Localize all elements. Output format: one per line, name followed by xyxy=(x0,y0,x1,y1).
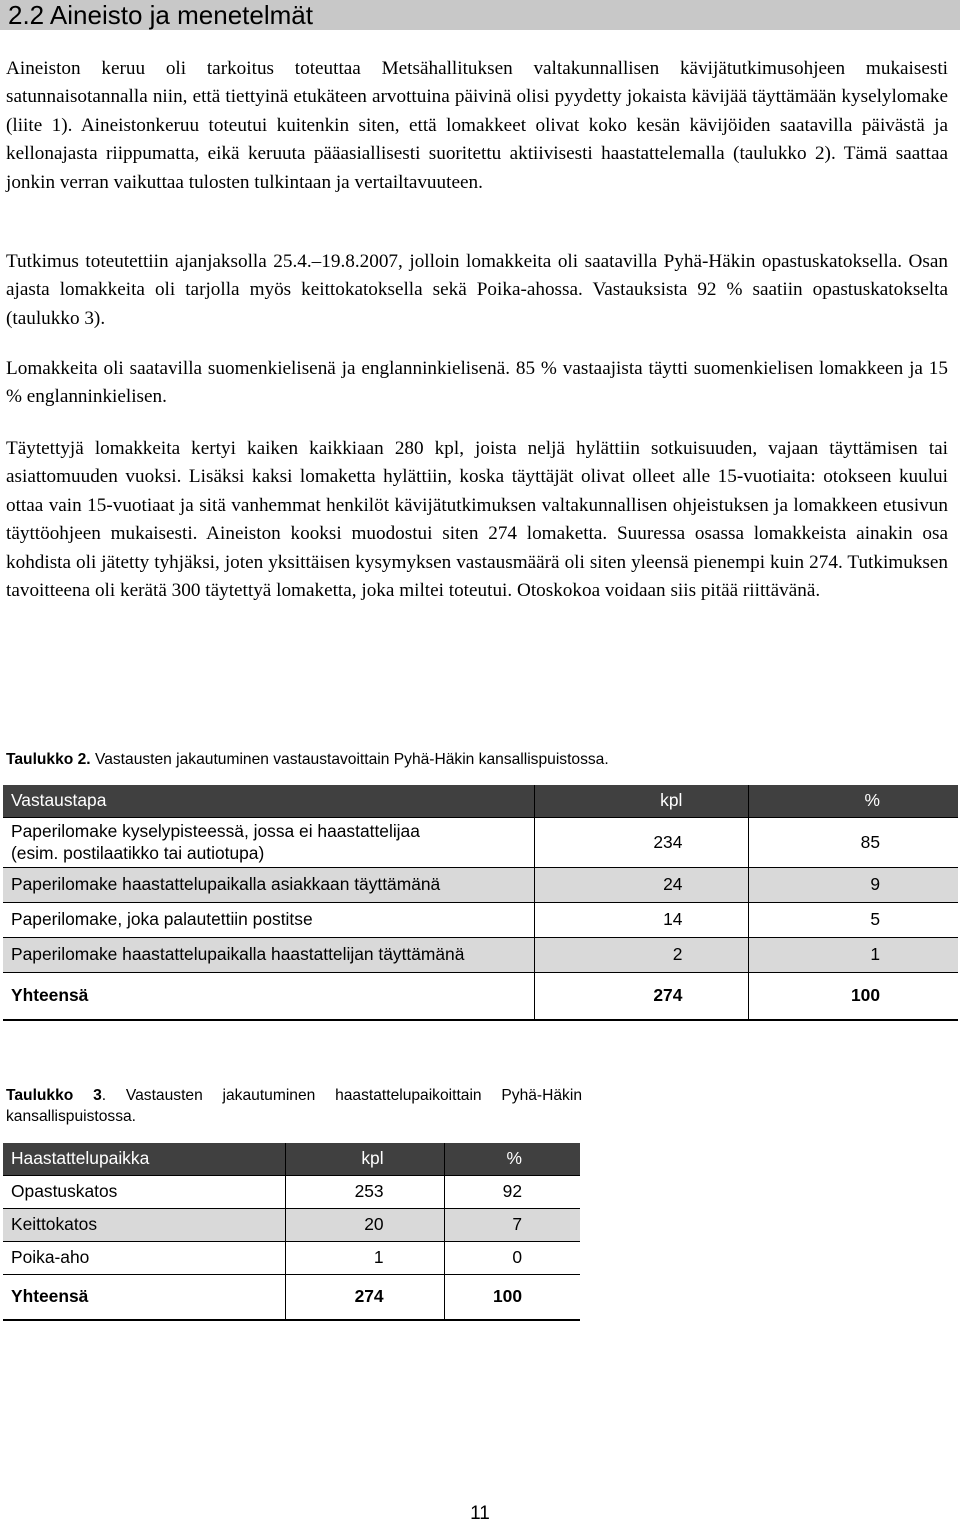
response-method-table xyxy=(3,785,958,1021)
row-percent: 1 xyxy=(749,937,958,972)
row-label: Paperilomake haastattelupaikalla haastattelijan täyttämänä xyxy=(3,937,534,972)
total-count: 274 xyxy=(534,972,749,1020)
table-row xyxy=(3,817,958,867)
table3-caption xyxy=(6,1085,582,1127)
table-row xyxy=(3,867,958,902)
table-row xyxy=(3,1175,580,1208)
total-percent: 100 xyxy=(850,985,880,1006)
column-header-count: kpl xyxy=(534,785,749,817)
row-percent: 9 xyxy=(749,867,958,902)
row-label: Poika-aho xyxy=(3,1241,286,1274)
page-number: 11 xyxy=(470,1503,490,1524)
table-total-row xyxy=(3,972,958,1020)
row-percent: 0 xyxy=(512,1247,522,1267)
total-percent: 100 xyxy=(492,1286,522,1307)
row-percent: 92 xyxy=(502,1181,522,1201)
table2-caption xyxy=(6,749,936,770)
column-header-percent: % xyxy=(749,785,958,817)
table-row xyxy=(3,902,958,937)
section-heading: 2.2 Aineisto ja menetelmät xyxy=(0,0,960,30)
row-percent: 7 xyxy=(444,1208,580,1241)
column-header-percent: % xyxy=(444,1143,580,1175)
table3-caption-text: . Vastausten jakautuminen haastattelupaikoittain Pyhä-Häkin kansallispuistossa. xyxy=(6,1087,582,1125)
row-percent: 5 xyxy=(870,909,880,929)
row-label: Paperilomake haastattelupaikalla asiakkaan täyttämänä xyxy=(3,867,534,902)
row-count: 234 xyxy=(534,817,749,867)
total-label: Yhteensä xyxy=(3,972,534,1020)
table-header-row xyxy=(3,1143,580,1175)
table-row xyxy=(3,937,958,972)
row-label-line1: Paperilomake kyselypisteessä, jossa ei haastattelijaa xyxy=(11,821,420,841)
table2-caption-label: Taulukko 2. xyxy=(6,751,91,768)
column-header-method: Vastaustapa xyxy=(3,785,534,817)
table-row xyxy=(3,1241,580,1274)
total-label: Yhteensä xyxy=(3,1274,286,1320)
row-count: 2 xyxy=(534,937,749,972)
row-count: 14 xyxy=(534,902,749,937)
row-label xyxy=(3,817,534,867)
column-header-count: kpl xyxy=(286,1143,444,1175)
paragraph-study-period: Tutkimus toteutettiin ajanjaksolla 25.4.–19.8.2007, jolloin lomakkeita oli saatavilla Pyhä-Häkin opastuskatoksella. Osan ajasta lomakkeita oli tarjolla myös keittokatoksella sekä Poika-ahossa. Vastauksista 92 % saatiin opastuskatokselta (taulukko 3). xyxy=(6,251,948,329)
row-label: Keittokatos xyxy=(3,1208,286,1241)
table-total-row xyxy=(3,1274,580,1320)
row-percent: 85 xyxy=(860,831,880,852)
row-count: 253 xyxy=(286,1175,444,1208)
row-label: Paperilomake, joka palautettiin postitse xyxy=(3,902,534,937)
row-label-line2: (esim. postilaatikko tai autiotupa) xyxy=(11,843,265,863)
row-count: 24 xyxy=(534,867,749,902)
table-header-row xyxy=(3,785,958,817)
table2-caption-text: Vastausten jakautuminen vastaustavoittain Pyhä-Häkin kansallispuistossa. xyxy=(90,751,609,768)
row-label: Opastuskatos xyxy=(3,1175,286,1208)
table-row xyxy=(3,1208,580,1241)
row-count: 20 xyxy=(286,1208,444,1241)
interview-location-table xyxy=(3,1143,580,1321)
row-count: 1 xyxy=(286,1241,444,1274)
column-header-location: Haastattelupaikka xyxy=(3,1143,286,1175)
table3-caption-label: Taulukko 3 xyxy=(6,1087,102,1104)
total-count: 274 xyxy=(286,1274,444,1320)
paragraph-languages: Lomakkeita oli saatavilla suomenkielisenä ja englanninkielisenä. 85 % vastaajista täytti suomenkielisen lomakkeen ja 15 % englanninkielisen. xyxy=(6,358,948,408)
paragraph-sample-size: Täytettyjä lomakkeita kertyi kaiken kaikkiaan 280 kpl, joista neljä hylättiin sotkuisuuden, vajaan täyttämisen tai asiattomuuden vuoksi. Lisäksi kaksi lomaketta hylättiin, koska täyttäjät olivat olleet alle 15-vuotiaita: otokseen kuului ottaa vain 15-vuotiaat ja sitä vanhemmat henkilöt kävijätutkimuksen valtakunnallisen ohjeistuksen ja lomakkeen etusivun täyttöohjeen mukaisesti. Aineiston kooksi muodostui siten 274 lomaketta. Suuressa osassa lomakkeista ainakin osa kohdista oli jätetty tyhjäksi, joten yksittäisen kysymyksen vastausmäärä oli siten yleensä pienempi kuin 274. Tutkimuksen tavoitteena oli kerätä 300 täytettyä lomaketta, joka miltei toteutui. Otoskokoa voidaan siis pitää riittävänä. xyxy=(6,438,948,602)
paragraph-data-collection: Aineiston keruu oli tarkoitus toteuttaa Metsähallituksen valtakunnallisen kävijätutkimusohjeen mukaisesti satunnaisotannalla niin, että tiettyinä etukäteen arvottuina päivinä olisi pyydetty jokaista kävijää täyttämään kyselylomake (liite 1). Aineistonkeruu toteutui kuitenkin siten, että lomakkeet olivat koko kesän kävijöiden saatavilla päivästä ja kellonajasta riippumatta, eikä keruuta pääasiallisesti suoritettu aktiivisesti haastattelemalla (taulukko 2). Tämä saattaa jonkin verran vaikuttaa tulosten tulkintaan ja vertailtavuuteen. xyxy=(6,58,948,193)
